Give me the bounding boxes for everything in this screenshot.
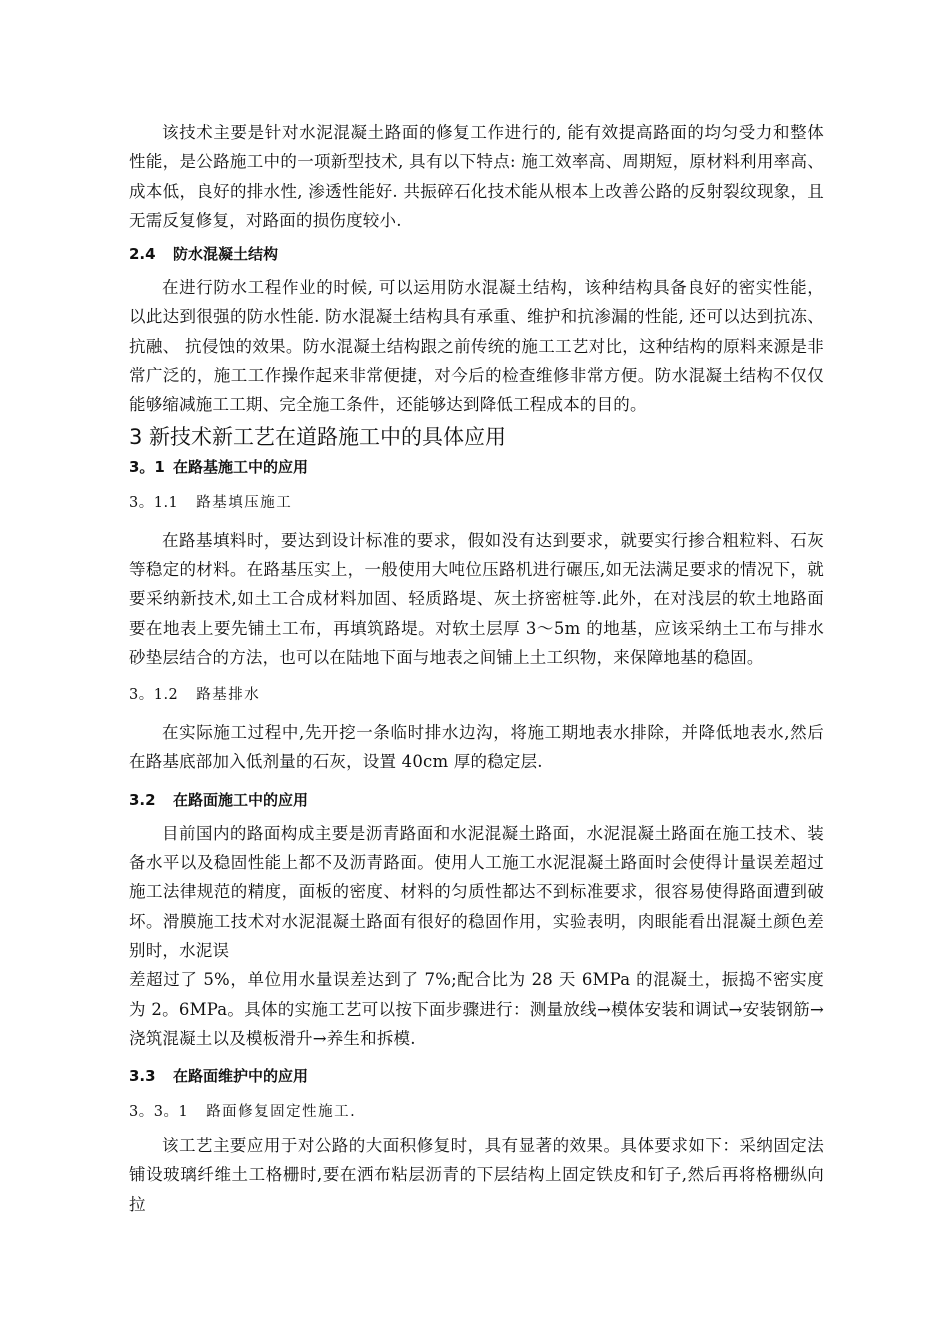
heading-title: 路基排水 (196, 687, 261, 704)
paragraph-crack-technology: 该技术主要是针对水泥混凝土路面的修复工作进行的, 能有效提高路面的均匀受力和整体性能，是公路施工中的一项新型技术, 具有以下特点: 施工效率高、周期短，原材料利用率高、成本低，良好的排水性, 渗透性能好. 共振碎石化技术能从根本上改善公路的反射裂纹现象，且无需反复修复，对路面的损伤度较小. (129, 123, 824, 230)
heading-3: 3 新技术新工艺在道路施工中的具体应用 (129, 424, 507, 449)
heading-title: 路面修复固定性施工. (206, 1104, 357, 1121)
heading-title: 在路基施工中的应用 (173, 457, 309, 476)
heading-number: 3.2 (129, 790, 156, 809)
heading-title: 在路面维护中的应用 (173, 1067, 309, 1086)
heading-title: 在路面施工中的应用 (173, 790, 309, 809)
paragraph-pavement-construction: 目前国内的路面构成主要是沥青路面和水泥混凝土路面，水泥混凝土路面在施工技术、装备水平以及稳固性能上都不及沥青路面。使用人工施工水泥混凝土路面时会使得计量误差超过施工法律规范的精度，面板的密度、材料的匀质性都达不到标准要求，很容易使得路面遭到破坏。滑膜施工技术对水泥混凝土路面有很好的稳固作用，实验表明，肉眼能看出混凝土颜色差别时，水泥误 (129, 823, 824, 960)
heading-2-4 (129, 241, 824, 267)
heading-number: 3。1.1 (129, 494, 179, 511)
paragraph-pavement-repair: 该工艺主要应用于对公路的大面积修复时，具有显著的效果。具体要求如下：采纳固定法铺设玻璃纤维土工格栅时,要在洒布粘层沥青的下层结构上固定铁皮和钉子,然后再将格栅纵向拉 (129, 1136, 824, 1214)
heading-number: 3.3 (129, 1067, 156, 1086)
heading-number: 3。1 (129, 457, 165, 476)
heading-3-1-1 (129, 490, 824, 516)
paragraph-subgrade-drainage: 在实际施工过程中,先开挖一条临时排水边沟，将施工期地表水排除，并降低地表水,然后在路基底部加入低剂量的石灰，设置 40cm 厚的稳定层. (129, 723, 824, 772)
heading-3-1 (129, 454, 824, 480)
paragraph-waterproof-concrete: 在进行防水工程作业的时候, 可以运用防水混凝土结构，该种结构具备良好的密实性能，以此达到很强的防水性能. 防水混凝土结构具有承重、维护和抗渗漏的性能, 还可以达到抗冻、抗融、 抗侵蚀的效果。防水混凝土结构跟之前传统的施工工艺对比，这种结构的原料来源是非常广泛的，施工工作操作起来非常便捷，对今后的检查维修非常方便。防水混凝土结构不仅仅能够缩减施工工期、完全施工条件，还能够达到降低工程成本的目的。 (129, 278, 824, 415)
heading-title: 防水混凝土结构 (173, 245, 279, 264)
heading-title: 路基填压施工 (196, 494, 293, 511)
paragraph-pavement-construction-cont: 差超过了 5%，单位用水量误差达到了 7%;配合比为 28 天 6MPa 的混凝土，振捣不密实度为 2。6MPa。具体的实施工艺可以按下面步骤进行：测量放线→模体安装和调试→安装钢筋→浇筑混凝土以及模板滑升→养生和拆模. (129, 970, 824, 1048)
heading-number: 3。1.2 (129, 687, 179, 704)
heading-3-3 (129, 1063, 824, 1089)
heading-3-2 (129, 787, 824, 813)
paragraph-subgrade-fill: 在路基填料时，要达到设计标准的要求，假如没有达到要求，就要实行掺合粗粒料、石灰等稳定的材料。在路基压实上，一般使用大吨位压路机进行碾压,如无法满足要求的情况下，就要采纳新技术,如土工合成材料加固、轻质路堤、灰土挤密桩等.此外，在对浅层的软土地路面要在地表上要先铺土工布，再填筑路堤。对软土层厚 3～5m 的地基，应该采纳土工布与排水砂垫层结合的方法，也可以在陆地下面与地表之间铺上土工织物，来保障地基的稳固。 (129, 530, 824, 667)
heading-number: 2.4 (129, 245, 156, 264)
heading-number: 3。3。1 (129, 1104, 189, 1121)
document-page (129, 118, 824, 1219)
heading-3-1-2 (129, 682, 824, 708)
heading-3-3-1 (129, 1099, 824, 1125)
